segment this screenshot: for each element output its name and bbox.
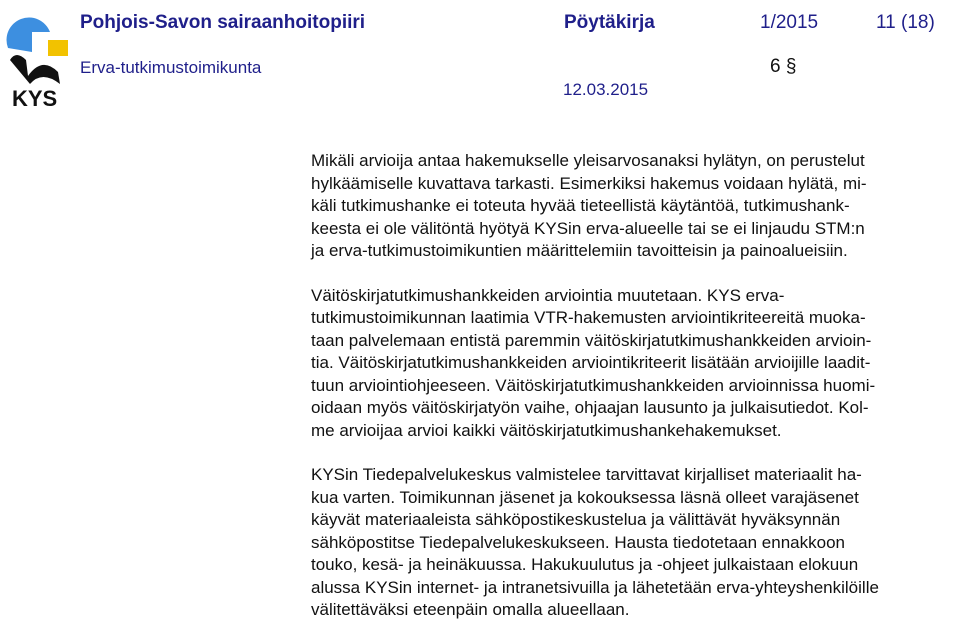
logo-text: KYS [12, 86, 58, 111]
text-line: käyvät materiaaleista sähköpostikeskustelua ja välittävät hyväksynnän [311, 510, 841, 529]
text-line: välitettäväksi eteenpäin omalla alueellaan. [311, 600, 630, 619]
kys-logo [2, 2, 72, 114]
organization-name: Pohjois-Savon sairaanhoitopiiri [80, 12, 366, 33]
meeting-date: 12.03.2015 [563, 80, 649, 99]
paragraph-dissertation [311, 285, 951, 443]
text-line: Mikäli arvioija antaa hakemukselle yleisarvosanaksi hylätyn, on perustelut [311, 151, 865, 170]
paragraph-rejection [311, 150, 951, 263]
document-body [311, 150, 951, 622]
section-number: 6 § [770, 56, 797, 77]
text-line: Väitöskirjatutkimushankkeiden arviointia muutetaan. KYS erva- [311, 285, 785, 305]
page-info: 11 (18) [876, 12, 935, 33]
text-line: oidaan myös väitöskirjatyön vaihe, ohjaajan lausunto ja julkaisutiedot. Kol- [311, 398, 869, 417]
text-line: alussa KYSin internet- ja intranetsivuilla ja lähetetään erva-yhteyshenkilöille [311, 577, 879, 597]
kys-logo-icon [2, 2, 72, 114]
text-line: KYSin Tiedepalvelukeskus valmistelee tarvittavat kirjalliset materiaalit ha- [311, 465, 862, 484]
paragraph-materials [311, 464, 951, 622]
text-line: tuun arviointiohjeeseen. Väitöskirjatutkimushankkeiden arvioinnissa huomi- [311, 375, 876, 395]
document-number: 1/2015 [760, 12, 819, 33]
text-line: tia. Väitöskirjatutkimushankkeiden arviointikriteerit lisätään arvioijille laadit- [311, 353, 871, 372]
text-line: touko, kesä- ja heinäkuussa. Hakukuulutus ja -ohjeet julkaistaan elokuun [311, 555, 859, 574]
text-line: kua varten. Toimikunnan jäsenet ja kokouksessa läsnä olleet varajäsenet [311, 487, 859, 507]
text-line: hylkäämiselle kuvattava tarkasti. Esimerkiksi hakemus voidaan hylätä, mi- [311, 173, 867, 193]
text-line: taan palvelemaan entistä paremmin väitöskirjatutkimushankkeiden arvioin- [311, 330, 872, 350]
text-line: käli tutkimushanke ei toteuta hyvää tieteellistä käytäntöä, tutkimushank- [311, 196, 850, 215]
text-line: me arvioijaa arvioi kaikki väitöskirjatutkimushankehakemukset. [311, 420, 782, 440]
text-line: tutkimustoimikunnan laatimia VTR-hakemusten arviointikriteereitä muoka- [311, 308, 866, 327]
committee-name: Erva-tutkimustoimikunta [80, 58, 262, 77]
text-line: ja erva-tutkimustoimikuntien määrittelemiin tavoitteisin ja painoalueisiin. [311, 241, 848, 260]
text-line: keesta ei ole välitöntä hyötyä KYSin erva-alueelle tai se ei linjaudu STM:n [311, 218, 865, 238]
text-line: sähköpostitse Tiedepalvelukeskukseen. Hausta tiedotetaan ennakkoon [311, 532, 845, 552]
document-type: Pöytäkirja [564, 12, 655, 33]
